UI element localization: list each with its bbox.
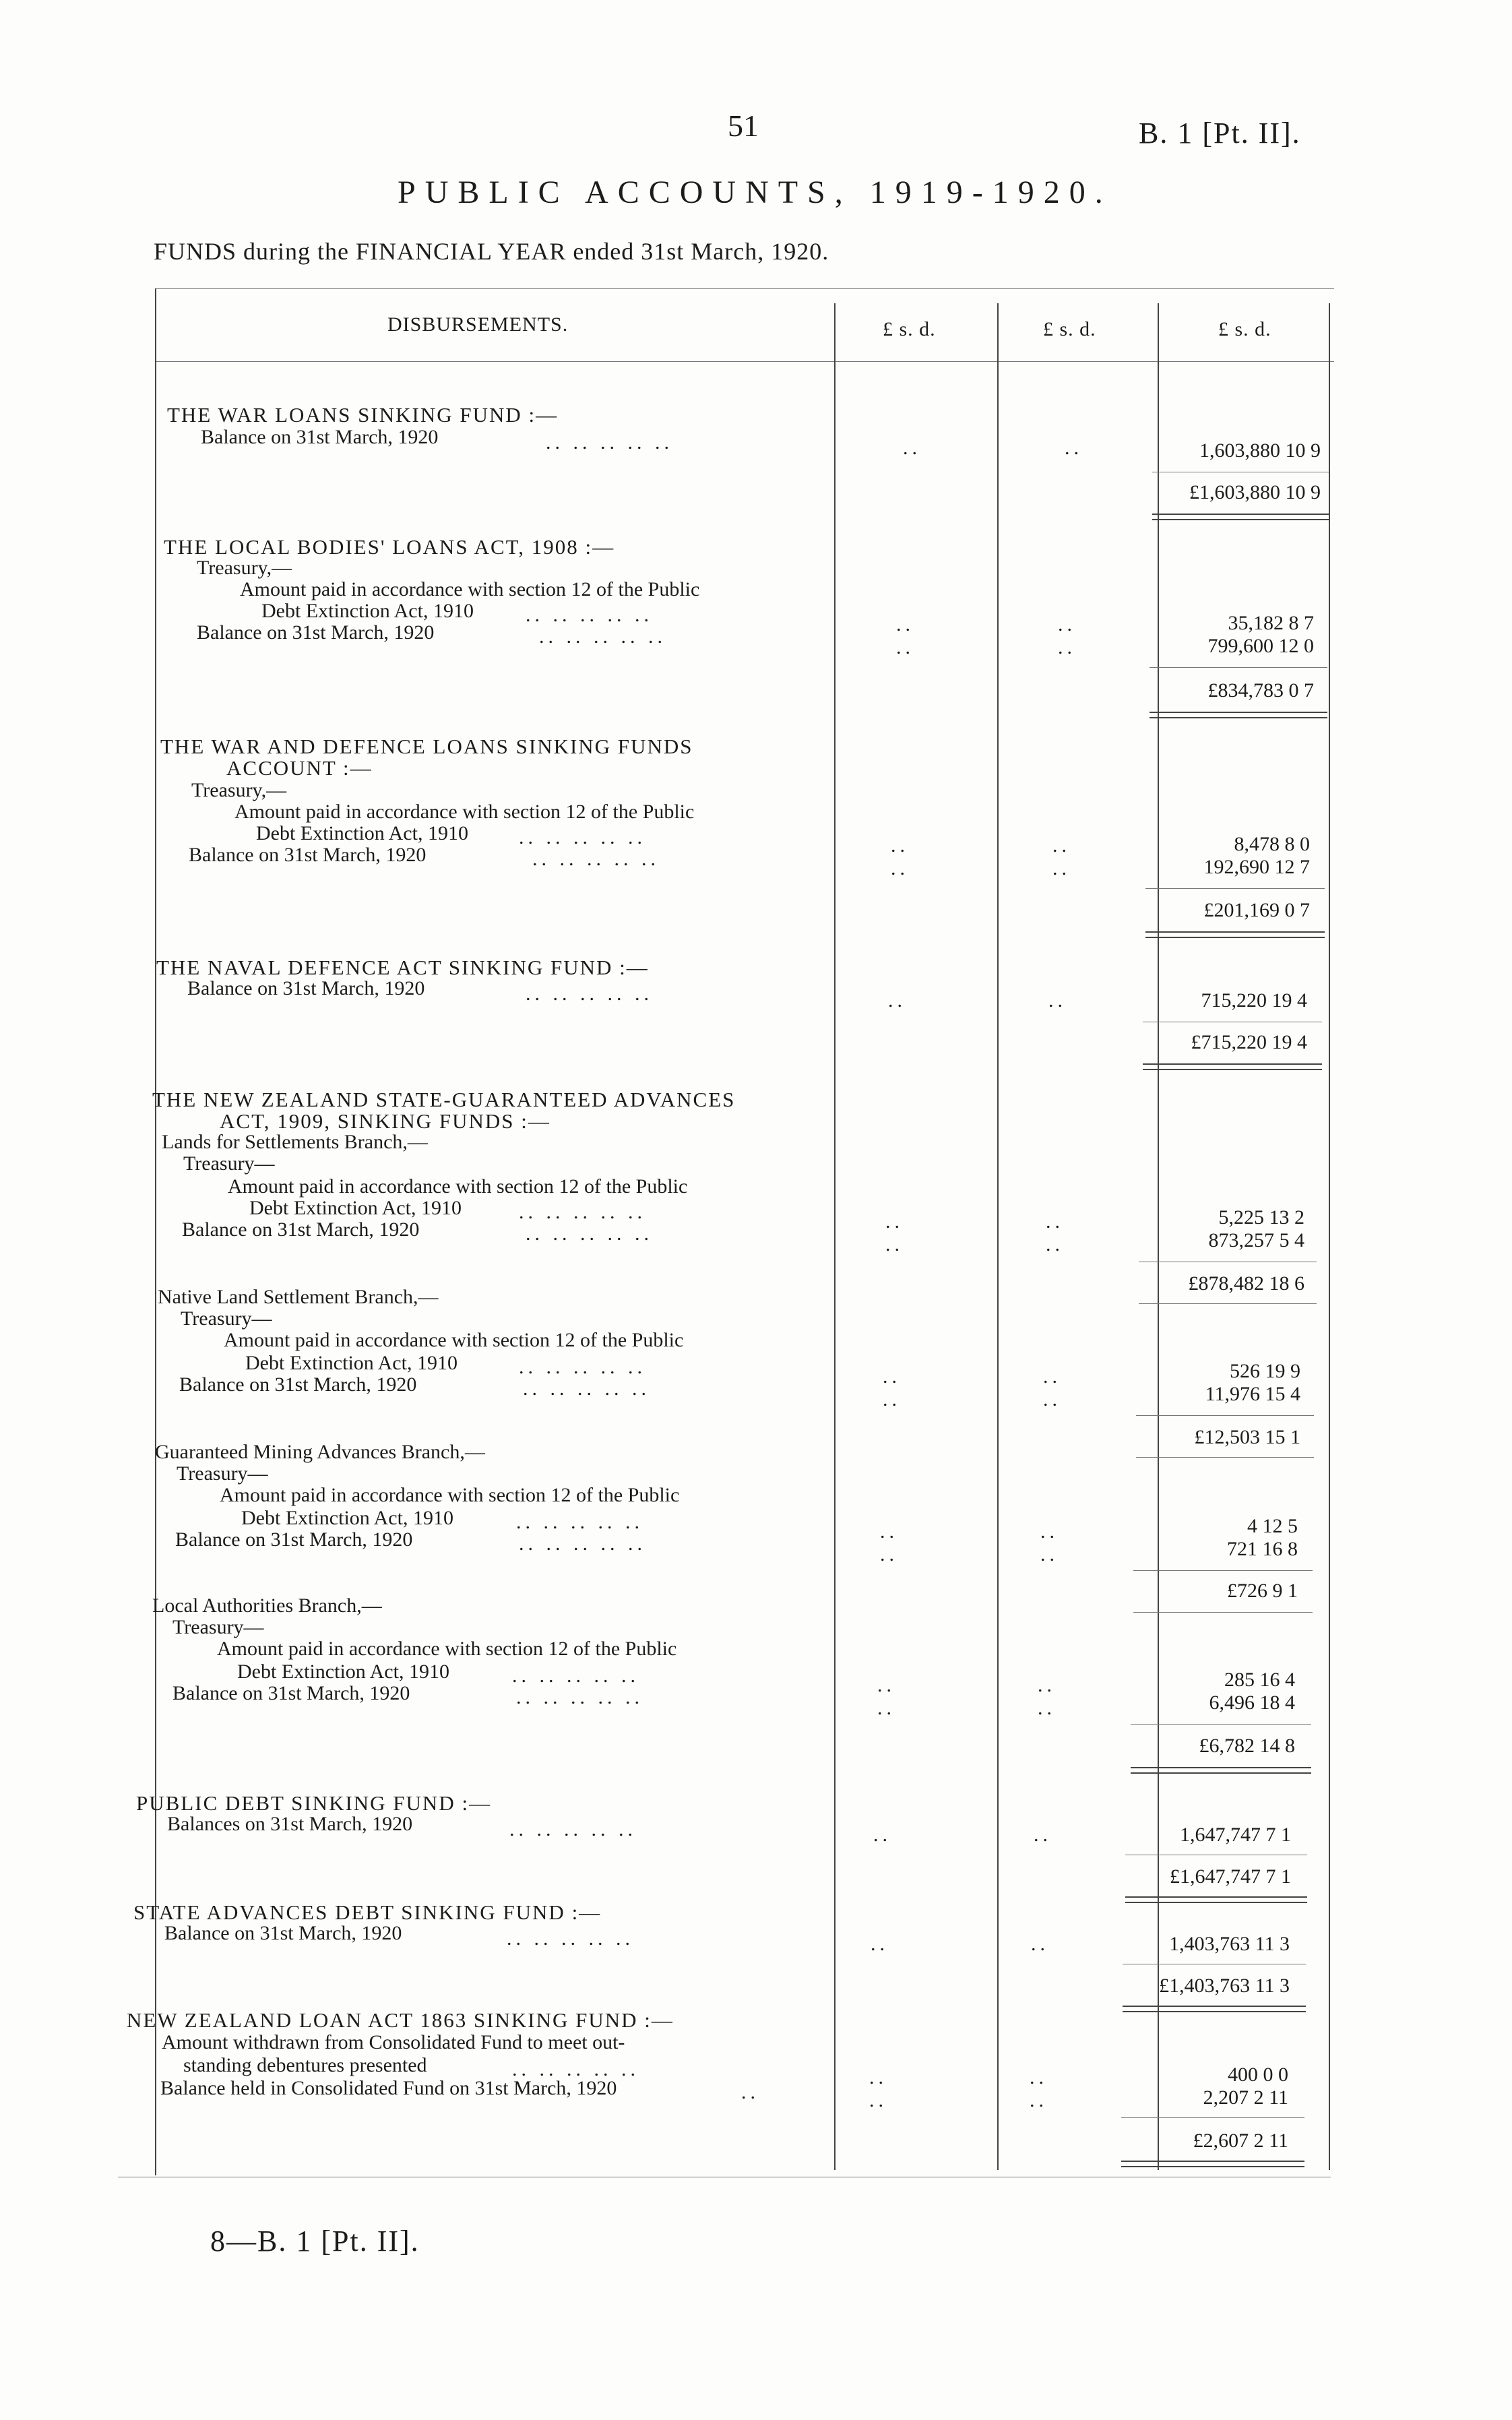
- leader-dots: .. ..: [891, 834, 909, 879]
- war-loans-total: £1,603,880 10 9: [1189, 481, 1321, 503]
- sum-rule: [1139, 1303, 1317, 1304]
- leader-dots: .. .. .. .. ..: [532, 848, 660, 870]
- sum-rule: [1136, 1457, 1314, 1458]
- nz-loan-total: £2,607 2 11: [1193, 2130, 1288, 2152]
- double-rule: [1149, 712, 1327, 713]
- leader-dots: ..: [873, 1824, 891, 1846]
- balance-label: Balance on 31st March, 1920: [175, 1528, 413, 1551]
- amount-paid-line1: Amount paid in accordance with section 12 of the Public: [240, 578, 700, 600]
- native-balance: 11,976 15 4: [1205, 1383, 1300, 1405]
- leader-dots: .. .. .. .. ..: [519, 1532, 646, 1555]
- lands-balance: 873,257 5 4: [1208, 1229, 1304, 1251]
- leader-dots: .. .. .. .. ..: [526, 983, 653, 1005]
- branch-lands-settlements: Lands for Settlements Branch,—: [162, 1131, 428, 1153]
- naval-total: £715,220 19 4: [1191, 1031, 1307, 1053]
- section-title-nz-state: THE NEW ZEALAND STATE-GUARANTEED ADVANCES: [152, 1088, 736, 1111]
- sum-rule: [1121, 2117, 1304, 2118]
- balance-label: Balance on 31st March, 1920: [189, 844, 427, 866]
- table-left-border: [155, 288, 156, 2175]
- local-auth-balance: 6,496 18 4: [1209, 1692, 1295, 1714]
- lands-total: £878,482 18 6: [1188, 1272, 1304, 1295]
- leader-dots: .. ..: [1030, 2066, 1048, 2111]
- column-header-1: £ s. d.: [883, 318, 936, 340]
- leader-dots: ..: [1048, 989, 1067, 1012]
- nz-loan-withdrawn: 400 0 0: [1228, 2064, 1288, 2086]
- double-rule: [1121, 2166, 1304, 2167]
- sum-rule: [1133, 1570, 1313, 1571]
- sum-rule: [1131, 1724, 1311, 1725]
- treasury-label: Treasury—: [183, 1152, 275, 1175]
- native-paid: 526 19 9: [1230, 1360, 1300, 1382]
- local-auth-paid: 285 16 4: [1224, 1669, 1295, 1691]
- balance-label: Balance on 31st March, 1920: [187, 977, 425, 999]
- amount-paid-line2: Debt Extinction Act, 1910: [241, 1507, 453, 1529]
- balance-label: Balance on 31st March, 1920: [179, 1373, 417, 1396]
- leader-dots: .. ..: [1046, 1210, 1064, 1255]
- column-header-2: £ s. d.: [1043, 318, 1096, 340]
- mining-balance: 721 16 8: [1227, 1538, 1298, 1560]
- page-number: 51: [728, 108, 759, 143]
- leader-dots: .. .. .. .. ..: [526, 1222, 653, 1245]
- leader-dots: .. .. .. .. ..: [507, 1927, 634, 1950]
- double-rule: [1143, 1063, 1322, 1065]
- sum-rule: [1136, 1415, 1314, 1416]
- amount-paid-line2: Debt Extinction Act, 1910: [256, 822, 468, 844]
- double-rule: [1143, 1069, 1322, 1070]
- balance-label: Balances on 31st March, 1920: [167, 1813, 413, 1835]
- balance-label: Balance on 31st March, 1920: [172, 1682, 410, 1704]
- war-defence-balance: 192,690 12 7: [1203, 856, 1310, 878]
- leader-dots: ..: [888, 989, 906, 1012]
- leader-dots: .. .. .. .. ..: [512, 2058, 639, 2080]
- leader-dots: .. ..: [880, 1520, 898, 1565]
- double-rule: [1125, 1896, 1307, 1898]
- war-loans-balance: 1,603,880 10 9: [1199, 439, 1321, 462]
- amount-paid-line2: Debt Extinction Act, 1910: [261, 600, 474, 622]
- nz-loan-balance: 2,207 2 11: [1203, 2086, 1288, 2109]
- amount-paid-line2: Debt Extinction Act, 1910: [245, 1352, 458, 1374]
- table-top-rule: [155, 288, 1334, 289]
- leader-dots: .. ..: [885, 1210, 904, 1255]
- balance-label: Balance on 31st March, 1920: [201, 426, 439, 448]
- public-debt-total: £1,647,747 7 1: [1170, 1865, 1291, 1888]
- treasury-label: Treasury—: [172, 1616, 264, 1638]
- double-rule: [1145, 931, 1325, 933]
- state-advances-total: £1,403,763 11 3: [1159, 1975, 1290, 1997]
- war-defence-total: £201,169 0 7: [1203, 899, 1310, 921]
- leader-dots: .. ..: [1040, 1520, 1059, 1565]
- page-title: PUBLIC ACCOUNTS, 1919-1920.: [398, 175, 1112, 210]
- native-total: £12,503 15 1: [1194, 1426, 1300, 1448]
- leader-dots: .. .. .. .. ..: [546, 431, 673, 454]
- double-rule: [1121, 2161, 1304, 2162]
- balance-held-label: Balance held in Consolidated Fund on 31st March, 1920: [160, 2077, 617, 2099]
- leader-dots: ..: [1065, 437, 1083, 459]
- double-rule: [1125, 1902, 1307, 1903]
- leader-dots: ..: [903, 437, 921, 459]
- treasury-label: Treasury,—: [191, 779, 287, 801]
- leader-dots: ..: [1031, 1933, 1049, 1955]
- section-title-nz-loan: NEW ZEALAND LOAN ACT 1863 SINKING FUND :—: [127, 2008, 674, 2032]
- section-title-war-loans: THE WAR LOANS SINKING FUND :—: [167, 403, 559, 427]
- section-title-state-advances: STATE ADVANCES DEBT SINKING FUND :—: [133, 1900, 602, 1924]
- leader-dots: ..: [1034, 1824, 1052, 1846]
- branch-local-authorities: Local Authorities Branch,—: [152, 1594, 382, 1617]
- amount-paid-line1: Amount paid in accordance with section 12 of the Public: [234, 801, 695, 823]
- column-divider-1: [834, 303, 836, 2170]
- leader-dots: .. ..: [883, 1365, 901, 1410]
- mining-paid: 4 12 5: [1247, 1515, 1298, 1537]
- amount-paid-line2: Debt Extinction Act, 1910: [249, 1197, 462, 1219]
- leader-dots: .. .. .. .. ..: [519, 826, 646, 848]
- public-debt-balance: 1,647,747 7 1: [1180, 1824, 1291, 1846]
- footer-reference: 8—B. 1 [Pt. II].: [210, 2225, 420, 2258]
- branch-mining-advances: Guaranteed Mining Advances Branch,—: [155, 1441, 485, 1463]
- treasury-label: Treasury,—: [197, 557, 292, 579]
- leader-dots: .. .. .. .. ..: [509, 1818, 637, 1840]
- section-title-nz-state-cont: ACT, 1909, SINKING FUNDS :—: [220, 1109, 550, 1133]
- treasury-label: Treasury—: [181, 1307, 272, 1330]
- naval-balance: 715,220 19 4: [1201, 989, 1307, 1012]
- leader-dots: .. .. .. .. ..: [523, 1377, 650, 1400]
- double-rule: [1123, 2006, 1306, 2007]
- section-title-war-defence-cont: ACCOUNT :—: [226, 756, 373, 780]
- leader-dots: .. ..: [896, 613, 914, 658]
- local-bodies-balance: 799,600 12 0: [1207, 635, 1314, 657]
- double-rule: [1131, 1772, 1311, 1774]
- section-title-local-bodies: THE LOCAL BODIES' LOANS ACT, 1908 :—: [164, 535, 615, 559]
- leader-dots: .. .. .. .. ..: [519, 1201, 646, 1223]
- leader-dots: .. .. .. .. ..: [516, 1511, 643, 1533]
- leader-dots: .. .. .. .. ..: [526, 604, 653, 626]
- double-rule: [1145, 937, 1325, 938]
- amount-withdrawn-line2: standing debentures presented: [183, 2054, 427, 2076]
- amount-paid-line1: Amount paid in accordance with section 12 of the Public: [217, 1638, 677, 1660]
- leader-dots: .. ..: [1058, 613, 1076, 658]
- leader-dots: .. .. .. .. ..: [519, 1356, 646, 1378]
- double-rule: [1152, 514, 1329, 515]
- sum-rule: [1133, 1612, 1313, 1613]
- sum-rule: [1149, 667, 1327, 668]
- branch-native-land: Native Land Settlement Branch,—: [158, 1286, 439, 1308]
- leader-dots: ..: [871, 1933, 889, 1955]
- leader-dots: .. ..: [1038, 1674, 1056, 1719]
- treasury-label: Treasury—: [177, 1462, 268, 1485]
- double-rule: [1149, 717, 1327, 718]
- leader-dots: ..: [741, 2081, 759, 2103]
- amount-withdrawn-line1: Amount withdrawn from Consolidated Fund to meet out-: [162, 2031, 625, 2053]
- local-bodies-paid: 35,182 8 7: [1228, 612, 1314, 634]
- leader-dots: .. ..: [869, 2066, 887, 2111]
- double-rule: [1123, 2011, 1306, 2012]
- section-title-public-debt: PUBLIC DEBT SINKING FUND :—: [136, 1791, 492, 1815]
- document-reference: B. 1 [Pt. II].: [1139, 117, 1301, 150]
- leader-dots: .. ..: [877, 1674, 895, 1719]
- double-rule: [1131, 1767, 1311, 1768]
- local-auth-total: £6,782 14 8: [1199, 1735, 1295, 1757]
- column-divider-2: [997, 303, 999, 2170]
- leader-dots: .. .. .. .. ..: [539, 625, 666, 648]
- table-right-border: [1329, 303, 1330, 2170]
- section-title-naval: THE NAVAL DEFENCE ACT SINKING FUND :—: [156, 956, 649, 979]
- amount-paid-line2: Debt Extinction Act, 1910: [237, 1661, 449, 1683]
- balance-label: Balance on 31st March, 1920: [197, 621, 435, 644]
- leader-dots: .. .. .. .. ..: [512, 1665, 639, 1687]
- double-rule: [1152, 519, 1329, 520]
- state-advances-balance: 1,403,763 11 3: [1169, 1933, 1290, 1955]
- column-header-3: £ s. d.: [1218, 318, 1271, 340]
- sum-rule: [1145, 888, 1325, 889]
- local-bodies-total: £834,783 0 7: [1207, 679, 1314, 702]
- amount-paid-line1: Amount paid in accordance with section 12 of the Public: [220, 1484, 680, 1506]
- page-subtitle: FUNDS during the FINANCIAL YEAR ended 31st March, 1920.: [154, 238, 829, 265]
- war-defence-paid: 8,478 8 0: [1234, 833, 1310, 855]
- mining-total: £726 9 1: [1227, 1580, 1298, 1602]
- section-title-war-defence: THE WAR AND DEFENCE LOANS SINKING FUNDS: [160, 735, 693, 758]
- amount-paid-line1: Amount paid in accordance with section 12 of the Public: [224, 1329, 684, 1351]
- leader-dots: .. ..: [1043, 1365, 1061, 1410]
- balance-label: Balance on 31st March, 1920: [182, 1218, 420, 1241]
- leader-dots: .. ..: [1052, 834, 1071, 879]
- amount-paid-line1: Amount paid in accordance with section 12 of the Public: [228, 1175, 688, 1198]
- leader-dots: .. .. .. .. ..: [516, 1686, 643, 1708]
- balance-label: Balance on 31st March, 1920: [164, 1922, 402, 1944]
- lands-paid: 5,225 13 2: [1218, 1206, 1304, 1229]
- disbursements-heading: DISBURSEMENTS.: [387, 313, 569, 336]
